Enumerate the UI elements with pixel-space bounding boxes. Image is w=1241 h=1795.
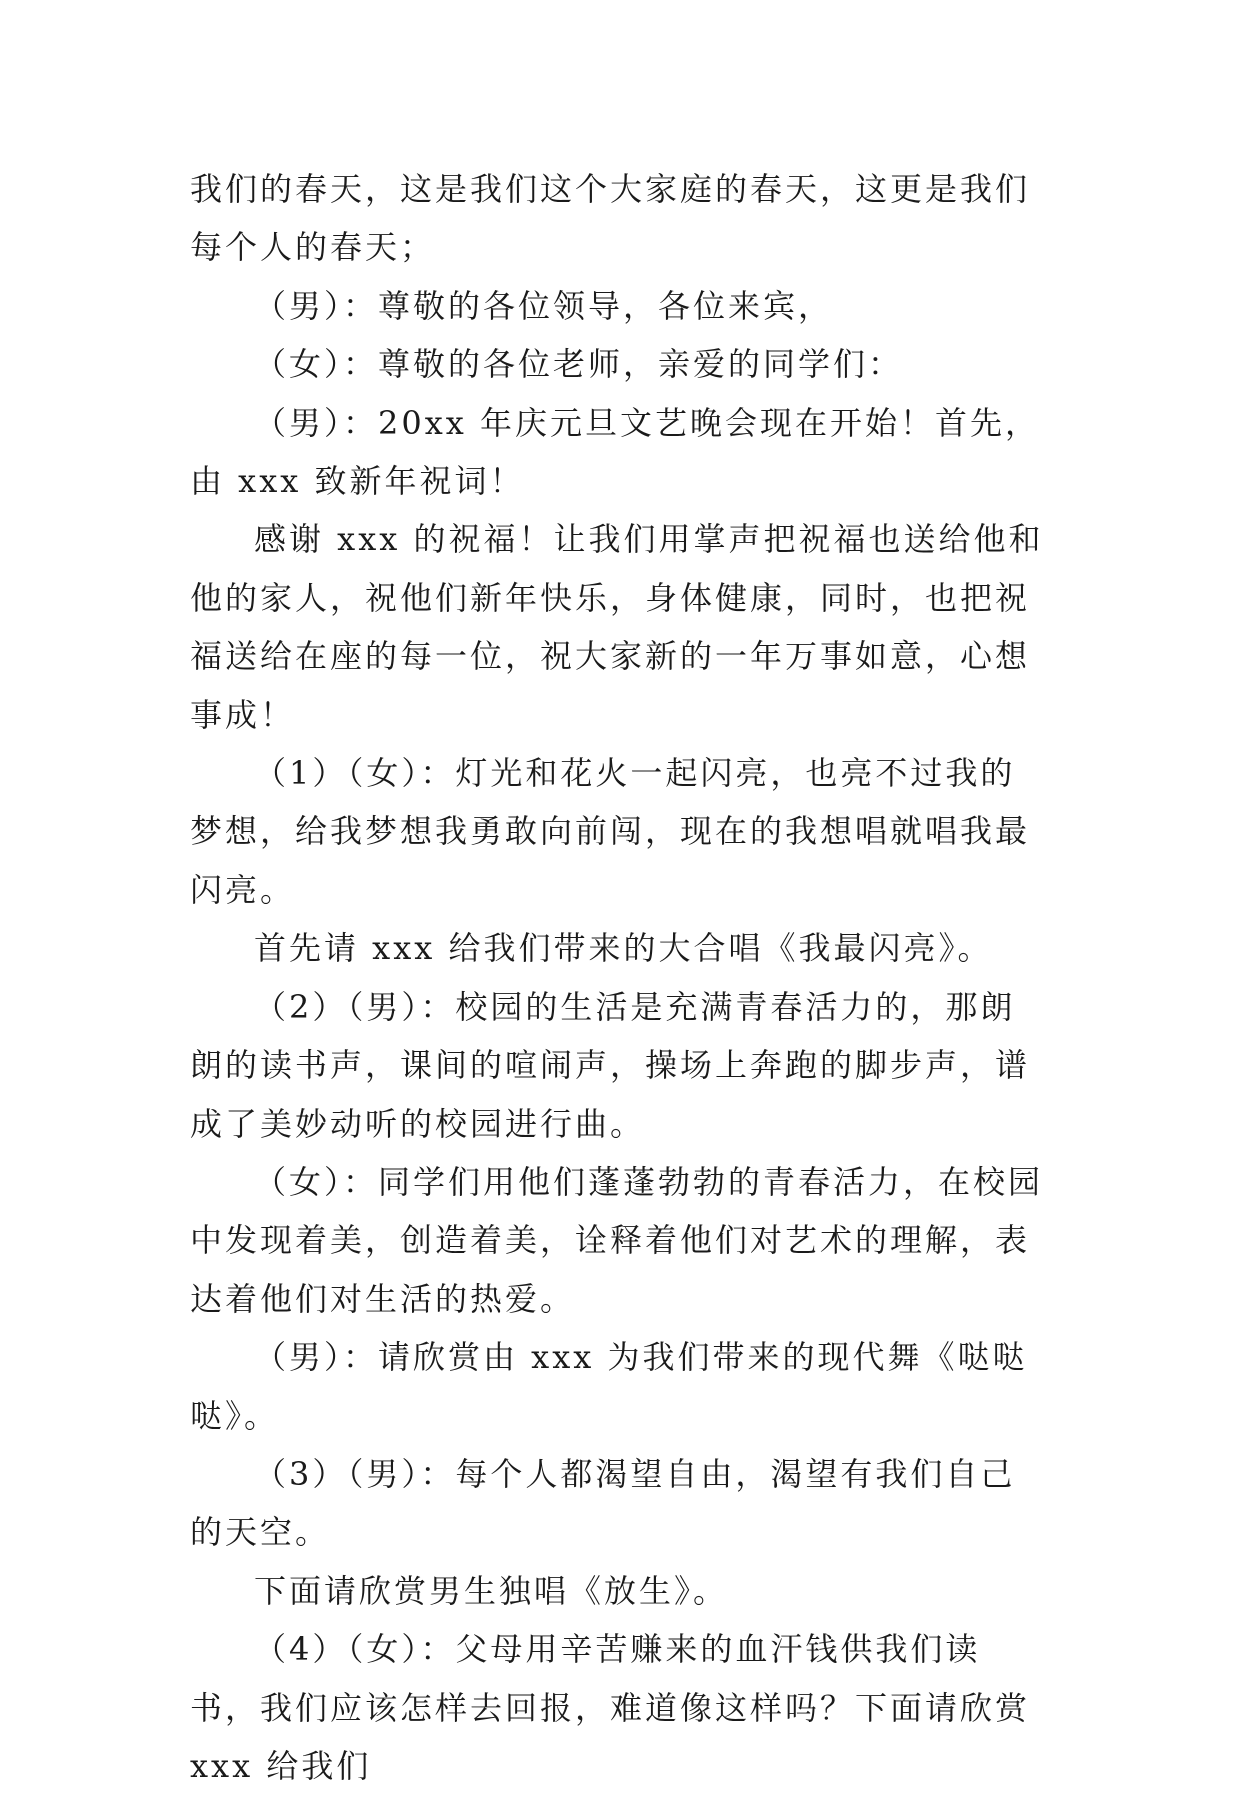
paragraph-1: 我们的春天，这是我们这个大家庭的春天，这更是我们每个人的春天； — [190, 170, 1031, 267]
document-body — [190, 160, 1050, 1795]
paragraph-11: （3）（男）：每个人都渴望自由，渴望有我们自己的天空。 — [190, 1454, 1016, 1552]
paragraph-13: （4）（女）：父母用辛苦赚来的血汗钱供我们读书，我们应该怎样去回报，难道像这样吗？下面请欣赏 xxx 给我们 — [190, 1630, 1031, 1785]
paragraph-9: （女）：同学们用他们蓬蓬勃勃的青春活力，在校园中发现着美，创造着美，诠释着他们对艺术的理解，表达着他们对生活的热爱。 — [190, 1162, 1044, 1318]
paragraph-8: （2）（男）：校园的生活是充满青春活力的，那朗朗的读书声，课间的喧闹声，操场上奔跑的脚步声，谱成了美妙动听的校园进行曲。 — [190, 987, 1031, 1143]
paragraph-3: （女）：尊敬的各位老师，亲爱的同学们： — [254, 345, 904, 384]
paragraph-6: （1）（女）：灯光和花火一起闪亮，也亮不过我的梦想，给我梦想我勇敢向前闯，现在的我想唱就唱我最闪亮。 — [190, 754, 1031, 909]
paragraph-10: （男）：请欣赏由 xxx 为我们带来的现代舞《哒哒哒》。 — [190, 1338, 1028, 1435]
paragraph-2: （男）：尊敬的各位领导，各位来宾， — [254, 286, 834, 325]
paragraph-12: 下面请欣赏男生独唱《放生》。 — [254, 1571, 729, 1610]
paragraph-4: （男）：20xx 年庆元旦文艺晚会现在开始！首先，由 xxx 致新年祝词！ — [190, 403, 1040, 501]
paragraph-5: 感谢 xxx 的祝福！让我们用掌声把祝福也送给他和他的家人，祝他们新年快乐，身体健康，同时，也把祝福送给在座的每一位，祝大家新的一年万事如意，心想事成！ — [190, 520, 1044, 734]
paragraph-7: 首先请 xxx 给我们带来的大合唱《我最闪亮》。 — [254, 929, 993, 968]
